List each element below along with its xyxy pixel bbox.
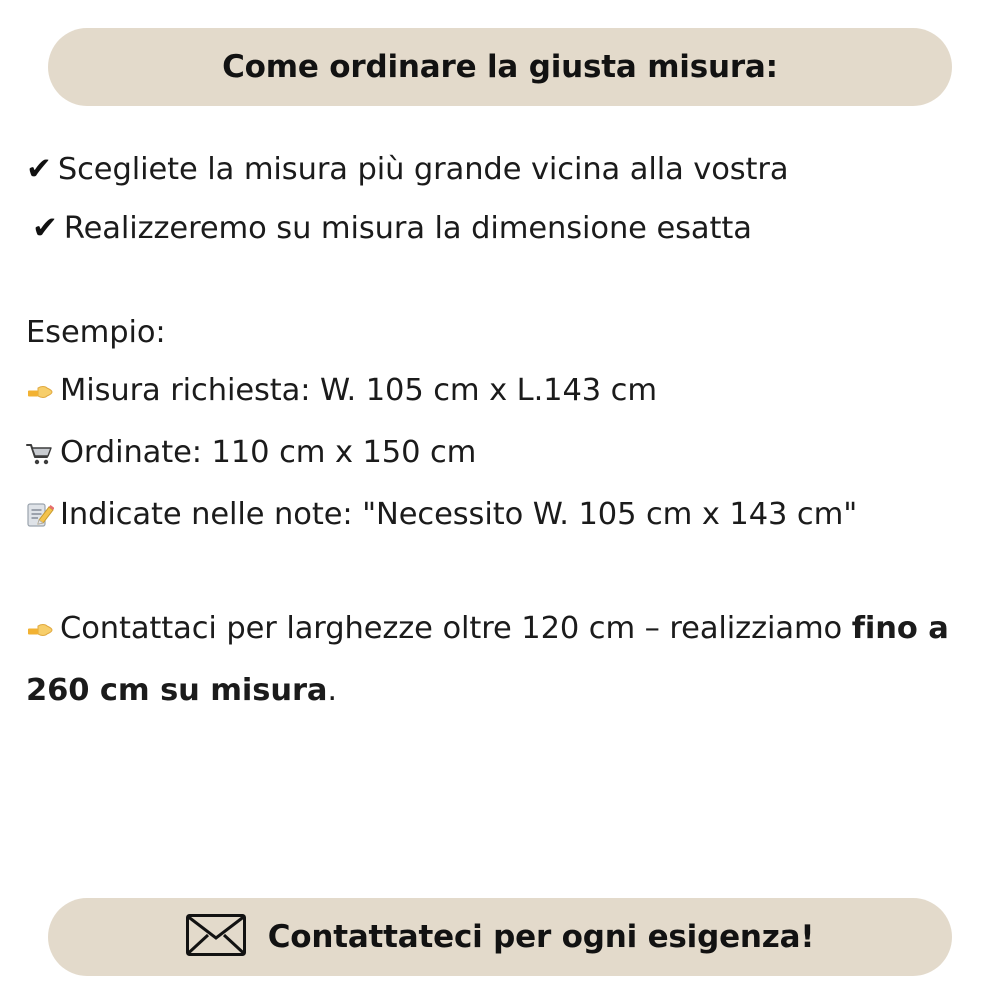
memo-pencil-icon <box>26 490 54 548</box>
contact-banner[interactable] <box>48 898 952 976</box>
pointing-hand-icon <box>26 604 54 662</box>
custom-size-note <box>26 600 980 720</box>
header-banner <box>48 28 952 106</box>
envelope-icon <box>186 914 246 960</box>
example-row-text: Ordinate: 110 cm x 150 cm <box>60 435 477 470</box>
example-label: Esempio: <box>26 315 166 350</box>
spacer <box>26 258 980 304</box>
body-content <box>26 140 980 720</box>
example-row <box>26 486 980 548</box>
note-text-after: . <box>327 673 337 708</box>
page-title: Come ordinare la giusta misura: <box>222 49 778 85</box>
check-icon: ✔ <box>32 210 58 246</box>
contact-banner-inner <box>186 914 815 960</box>
contact-banner-title: Contattateci per ogni esigenza! <box>267 919 815 955</box>
note-text-before: Contattaci per larghezze oltre 120 cm – realizziamo <box>60 611 852 646</box>
instruction-text: Realizzeremo su misura la dimensione esatta <box>63 211 752 246</box>
instruction-item <box>26 199 980 258</box>
instruction-text: Scegliete la misura più grande vicina alla vostra <box>57 152 789 187</box>
check-icon: ✔ <box>26 151 52 187</box>
pointing-hand-icon <box>26 366 54 424</box>
spacer <box>26 548 980 600</box>
example-row-text: Indicate nelle note: "Necessito W. 105 cm x 143 cm" <box>60 497 858 532</box>
example-row <box>26 424 980 486</box>
instruction-item <box>26 140 980 199</box>
example-row <box>26 362 980 424</box>
example-row-text: Misura richiesta: W. 105 cm x L.143 cm <box>60 373 657 408</box>
note-text-bold: fino a 260 cm su misura <box>26 611 949 708</box>
shopping-cart-icon <box>26 428 54 486</box>
